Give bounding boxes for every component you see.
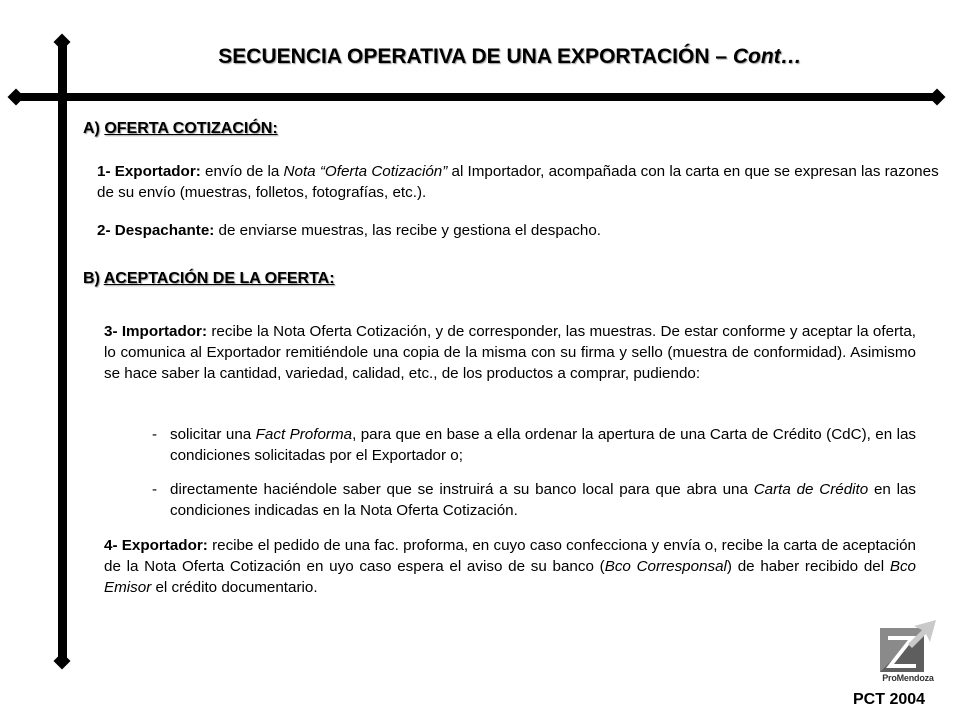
page-title: SECUENCIA OPERATIVA DE UNA EXPORTACIÓN – Cont… [218, 45, 802, 68]
frame-diamond-left [8, 89, 25, 106]
frame-vertical-bar [58, 40, 67, 662]
item-4-paragraph: 4- Exportador: recibe el pedido de una fac. proforma, en cuyo caso confecciona y envía o, recibe la carta de aceptación de la Nota Oferta Cotización en uyo caso espera el aviso de su banco (Bco Corresponsal) de haber recibido del Bco Emisor el crédito documentario. [104, 537, 916, 596]
bullet-1-paragraph: - solicitar una Fact Proforma, para que en base a ella ordenar la apertura de una Carta de Crédito (CdC), en las condiciones solicitadas por el Exportador o; [152, 426, 916, 464]
section-b-heading: B) ACEPTACIÓN DE LA OFERTA: [83, 270, 335, 287]
frame-diamond-top [54, 34, 71, 51]
logo-wordmark: ProMendoza [882, 673, 934, 683]
item-3-paragraph: 3- Importador: recibe la Nota Oferta Cotización, y de corresponder, las muestras. De estar conforme y aceptar la oferta, lo comunica al Exportador remitiéndole una copia de la misma con su firma y sello (muestra de conformidad). Asimismo se hace saber la cantidad, variedad, calidad, etc., de los productos a comprar, pudiendo: [104, 323, 916, 382]
item-1-paragraph: 1- Exportador: envío de la Nota “Oferta Cotización” al Importador, acompañada con la carta en que se expresan las razones de su envío (muestras, folletos, fotografías, etc.). [97, 163, 939, 201]
item-2-paragraph: 2- Despachante: de enviarse muestras, las recibe y gestiona el despacho. [97, 222, 601, 239]
frame-diamond-bottom [54, 653, 71, 670]
footer-label: PCT 2004 [853, 691, 926, 708]
frame-horizontal-bar [12, 93, 940, 101]
frame-diamond-right [929, 89, 946, 106]
bullet-2-paragraph: - directamente haciéndole saber que se instruirá a su banco local para que abra una Carta de Crédito en las condiciones indicadas en la Nota Oferta Cotización. [152, 481, 917, 519]
section-a-heading: A) OFERTA COTIZACIÓN: [83, 120, 278, 137]
